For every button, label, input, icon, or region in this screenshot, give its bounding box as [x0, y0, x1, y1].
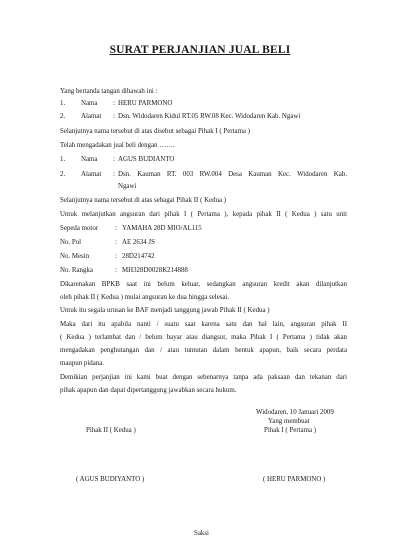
paragraph-3-line-1: Maka dari itu apabila nanti / suatu saat karena satu dan hal lain, angsuran pihak II: [60, 321, 347, 328]
paragraph-2-line-1: Untuk itu segala urusan ke BAF menjadi tanggung jawab Pihak II ( Kedua ): [60, 307, 270, 314]
party2-name-label: Nama: [81, 156, 98, 163]
place-date: Widodaren, 10 Januari 2009: [256, 409, 334, 416]
made-by-label: Yang membuat: [268, 418, 310, 425]
party1-signature-name: ( HERU PARMONO ): [263, 476, 326, 483]
party1-name-colon: :: [113, 100, 115, 107]
party2-designation: Selanjutnya nama tersebut di atas sebagai Pihak II ( Kedua ): [60, 197, 227, 204]
party1-name-number: 1.: [60, 100, 66, 107]
party1-address-value: Dsn. Widodaren Kidul RT.05 RW.08 Kec. Widodaren Kab. Ngawi: [118, 113, 301, 120]
party2-address-number: 2.: [60, 171, 66, 178]
vehicle-label: Sepeda motor: [60, 225, 99, 232]
paragraph-1-line-1: Dikarenakan BPKB saat ini belum keluar, sedangkan angsuran kredit akan dilanjutkan: [60, 281, 347, 288]
engine-colon: :: [115, 253, 117, 260]
party2-name-colon: :: [113, 156, 115, 163]
party1-name-label: Nama: [81, 100, 98, 107]
engine-label: No. Mesin: [60, 253, 90, 260]
party1-designation: Selanjutnya nama tersebut di atas disebut sebagai Pihak I ( Pertama ): [60, 128, 251, 135]
party1-address-number: 2.: [60, 113, 66, 120]
plate-colon: :: [115, 239, 117, 246]
party1-signature-title: Pihak I ( Pertama ): [264, 427, 317, 434]
vehicle-value: YAMAHA 28D MIO/AL115: [122, 225, 202, 232]
party2-address-label: Alamat: [81, 171, 102, 178]
installment-text: Untuk melanjutkan angsuran dari pihak I ( Pertama ), kepada pihak II ( Kedua ) satu unit: [60, 211, 347, 218]
paragraph-1-line-2: oleh pihak II ( Kedua ) mulai angsuran ke dua hingga selesai.: [60, 294, 230, 301]
engine-value: 28D214742: [122, 253, 155, 260]
party2-address-line2: Ngawi: [118, 183, 137, 190]
party1-address-colon: :: [113, 113, 115, 120]
party2-signature-title: Pihak II ( Kedua ): [86, 427, 136, 434]
paragraph-4-line-1: Demikian perjanjian ini kami buat dengan sebenarnya tanpa ada paksaan dan tekanan dari: [60, 374, 347, 381]
party2-address-colon: :: [113, 171, 115, 178]
paragraph-3-line-3: mengadakan penghutangan dan / atau tuntutan dalam bentuk apapun, baik secara perdata: [60, 347, 347, 354]
chassis-label: No. Rangka: [60, 267, 93, 274]
paragraph-4-line-2: pihak apapun dan dapat dipertanggung jawabkan secara hukum.: [60, 387, 237, 394]
chassis-value: MH328D0028K214888: [122, 267, 188, 274]
vehicle-colon: :: [115, 225, 117, 232]
witness-label: Saksi: [194, 530, 209, 537]
party1-name-value: HERU PARMONO: [118, 100, 173, 107]
party2-name-value: AGUS BUDIANTO: [118, 156, 175, 163]
paragraph-3-line-4: maupun pidana.: [60, 360, 105, 367]
chassis-colon: :: [115, 267, 117, 274]
document-title: SURAT PERJANJIAN JUAL BELI: [109, 44, 291, 56]
party2-name-number: 1.: [60, 156, 66, 163]
paragraph-3-line-2: ( Kedua ) terlambat dan / belum bayar atau diangsur, maka Pihak I ( Pertama ) tidak akan: [60, 334, 347, 341]
party1-address-label: Alamat: [81, 113, 102, 120]
party2-address-line1: Dsn. Kauman RT. 003 RW.004 Desa Kauman Kec. Widodaren Kab.: [118, 171, 347, 178]
plate-label: No. Pol: [60, 239, 82, 246]
intro-text: Yang bertanda tangan dibawah ini :: [60, 88, 158, 95]
plate-value: AE 2634 JS: [122, 239, 155, 246]
party2-signature-name: ( AGUS BUDIYANTO ): [76, 476, 145, 483]
agreement-with-text: Telah mengadakan jual beli dengan …….: [60, 142, 175, 149]
